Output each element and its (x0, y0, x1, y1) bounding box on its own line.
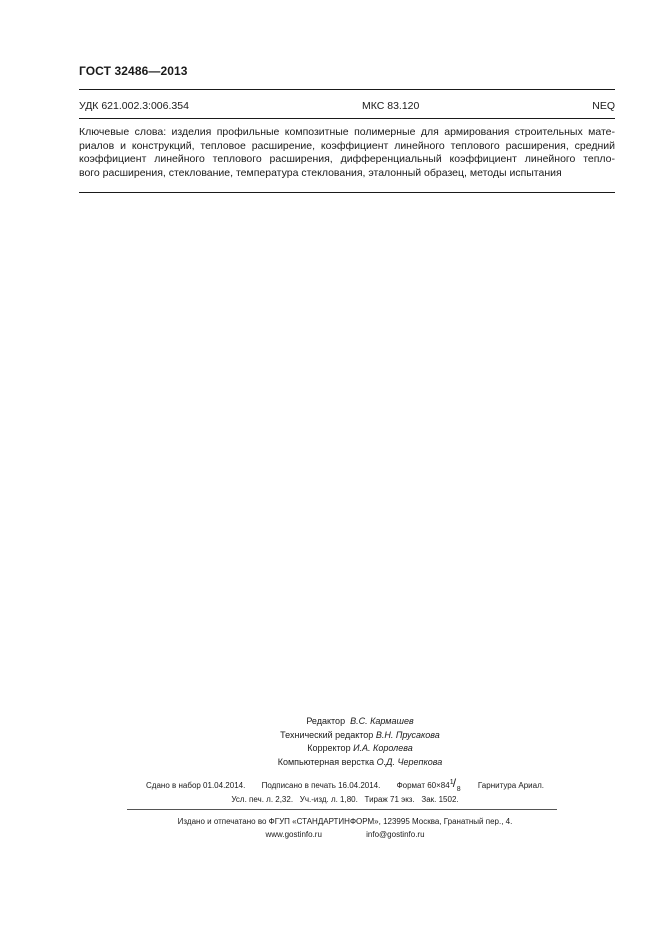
print-info-line-1 (110, 776, 580, 793)
credit-editor (200, 715, 520, 729)
format-denominator: 8 (456, 786, 461, 793)
print-info-rule (127, 809, 557, 810)
credit-role: Компьютерная верстка (277, 756, 375, 767)
credits-block (200, 715, 520, 769)
credit-person: В.Н. Прусакова (375, 729, 440, 740)
neq-mark: NEQ (592, 100, 615, 112)
keywords-line: риалов и конструкций, тепловое расширение, коэффициент линейного теплового расширения, средний (79, 139, 615, 152)
keywords-line: коэффициент линейного теплового расширения, дифференциальный коэффициент линейного тепло- (79, 153, 615, 165)
credit-role: Редактор (306, 716, 346, 726)
print-sheets: Усл. печ. л. 2,32. (231, 795, 294, 804)
publisher-line: Издано и отпечатано во ФГУП «СТАНДАРТИНФОРМ», 123995 Москва, Гранатный пер., 4. (177, 817, 513, 826)
format-label: Формат 60×84 (396, 781, 450, 790)
order-number: Зак. 1502. (421, 795, 459, 804)
keywords-line: вого расширения, стеклование, температура стеклования, эталонный образец, методы испытания (79, 166, 562, 179)
mks-code: МКС 83.120 (362, 100, 420, 112)
format-fraction: 1 / 8 (450, 779, 462, 789)
print-info (110, 776, 580, 807)
standard-title: ГОСТ 32486—2013 (79, 64, 188, 78)
classification-rule (79, 118, 615, 119)
signed-to-print: Подписано в печать 16.04.2014. (261, 781, 381, 790)
publisher-website-link[interactable]: www.gostinfo.ru (265, 830, 322, 839)
publisher-sheets: Уч.-изд. л. 1,80. (299, 795, 358, 804)
credit-role: Корректор (307, 743, 351, 753)
credit-person: О.Д. Черепкова (376, 756, 443, 767)
format-numerator: 1 (449, 779, 454, 786)
credit-proofreader (200, 742, 520, 756)
publisher-email-link[interactable]: info@gostinfo.ru (366, 830, 425, 839)
credit-tech-editor (200, 729, 520, 743)
udk-code: УДК 621.002.3:006.354 (79, 100, 189, 112)
publisher-contacts (110, 828, 580, 841)
header-rule (79, 89, 615, 90)
credit-person: И.А. Королева (353, 743, 413, 753)
credit-layout (200, 756, 520, 770)
keywords-line: Ключевые слова: изделия профильные композитные полимерные для армирования строительных мате- (79, 126, 615, 138)
print-info-line-2 (110, 793, 580, 807)
keywords-rule (79, 192, 615, 193)
publisher-block (110, 815, 580, 841)
credit-role: Технический редактор (280, 729, 374, 740)
circulation: Тираж 71 экз. (364, 795, 415, 804)
credit-person: В.С. Кармашев (350, 716, 414, 726)
keywords-paragraph (79, 126, 615, 180)
typeface: Гарнитура Ариал. (477, 781, 544, 790)
sent-to-set: Сдано в набор 01.04.2014. (146, 781, 246, 790)
